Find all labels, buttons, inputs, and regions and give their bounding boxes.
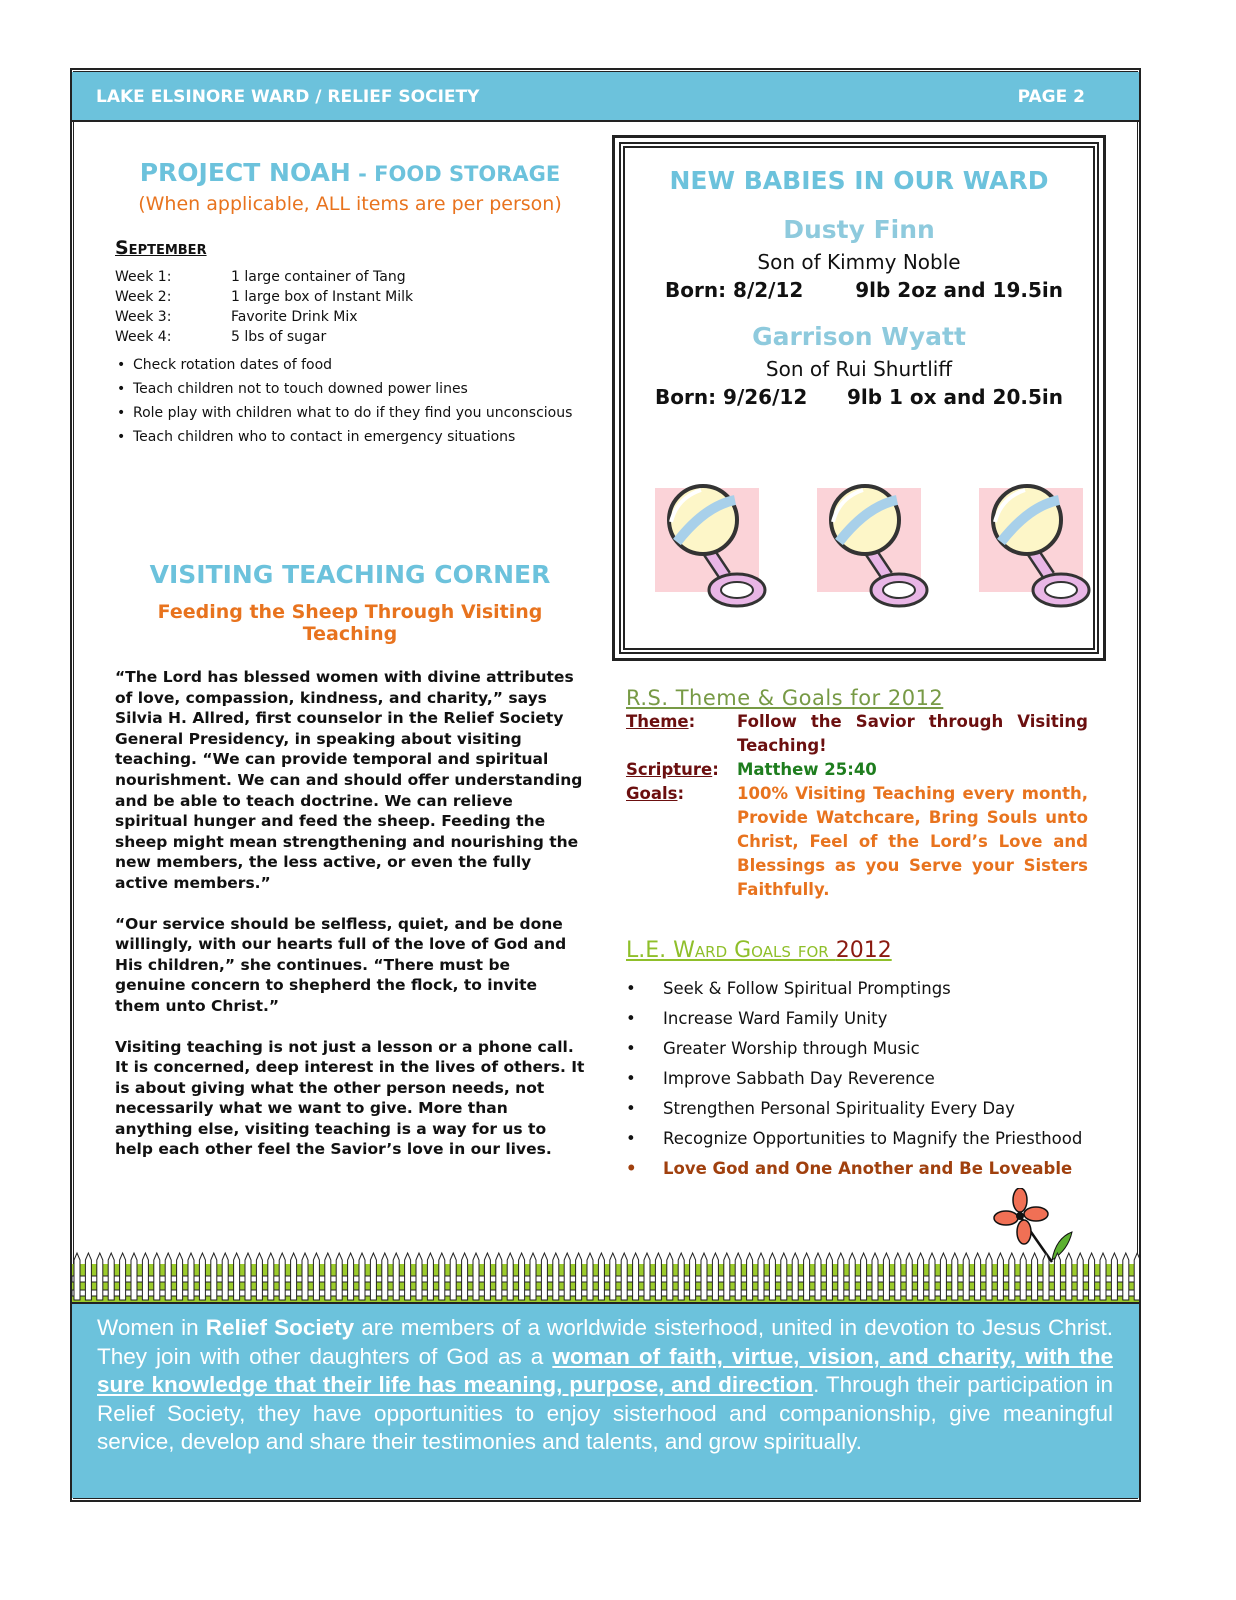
list-item: • Teach children who to contact in emergency situations (115, 429, 585, 445)
birth-date: Born: 9/26/12 (655, 385, 808, 409)
list-item: • Strengthen Personal Spirituality Every Day (626, 1097, 1088, 1120)
baby-rattle-icon (817, 476, 933, 612)
section-subtitle: Feeding the Sheep Through Visiting Teaching (157, 601, 543, 645)
baby-name: Garrison Wyatt (752, 322, 966, 351)
baby-entry (625, 322, 1093, 409)
week-row: Week 1: 1 large container of Tang (115, 269, 406, 285)
ward-goals-section (626, 938, 1088, 1187)
section-title: PROJECT NOAH - FOOD STORAGE (139, 158, 561, 187)
list-item: • Recognize Opportunities to Magnify the Priesthood (626, 1127, 1088, 1150)
new-babies-box (612, 135, 1106, 661)
paragraph: Visiting teaching is not just a lesson or a phone call. It is concerned, deep interest in the lives of others. It is about giving what the other person needs, not necessarily what we want to give. More than anything else, visiting teaching is a way for us to help each other feel the Savior’s love in our lives. (115, 1037, 585, 1159)
list-item: • Love God and One Another and Be Loveable (626, 1157, 1088, 1180)
footer-statement: Women in Relief Society are members of a worldwide sisterhood, united in devotion to Jesus Christ. They join with other daughters of God as a woman of faith, virtue, vision, and charity, with the sure knowledge that their life has meaning, purpose, and direction. Through their participation in Relief Society, they have opportunities to enjoy sisterhood and companionship, give meaningful service, develop and share their testimonies and talents, and grow spiritually. (72, 1302, 1139, 1498)
page-header (72, 72, 1139, 122)
rs-theme-section (626, 686, 1088, 902)
paragraph: “Our service should be selfless, quiet, and be done willingly, with our hearts full of the love of God and His children,” she continues. “There must be genuine concern to shepherd the flock, to invite them unto Christ.” (115, 914, 567, 1015)
rattle-illustrations (655, 476, 1095, 612)
section-title: L.E. Ward Goals for 2012 (626, 938, 892, 963)
header-title: LAKE ELSINORE WARD / RELIEF SOCIETY (96, 87, 480, 107)
week-row: Week 2: 1 large box of Instant Milk (115, 289, 414, 305)
picket-fence (72, 1250, 1139, 1302)
section-title: R.S. Theme & Goals for 2012 (626, 686, 944, 710)
paragraph: “The Lord has blessed women with divine attributes of love, compassion, kindness, and charity,” says Silvia H. Allred, first counselor in the Relief Society General Presidency, in speaking about visiting teaching. “We can provide temporal and spiritual nourishment. We can and should offer understanding and be able to teach doctrine. We can relieve spiritual hunger and feed the sheep. Feeding the sheep might mean strengthening and nourishing the new members, the less active, or even the fully active members.” (115, 668, 583, 892)
list-item: • Teach children not to touch downed power lines (115, 381, 585, 397)
baby-parent: Son of Rui Shurtliff (765, 357, 953, 381)
scripture-row: Scripture: Matthew 25:40 (626, 760, 877, 779)
section-title: NEW BABIES IN OUR WARD (669, 166, 1049, 195)
goals-list (626, 977, 1088, 1180)
visiting-teaching-section (115, 560, 585, 1180)
list-item: • Improve Sabbath Day Reverence (626, 1067, 1088, 1090)
goals-row: Goals: 100% Visiting Teaching every month, Provide Watchcare, Bring Souls unto Christ, Feel of the Lord’s Love and Blessings as you Serve your Sisters Faithfully. (626, 784, 1088, 899)
list-item: • Check rotation dates of food (115, 357, 585, 373)
baby-rattle-icon (979, 476, 1095, 612)
list-item: • Greater Worship through Music (626, 1037, 1088, 1060)
section-title: VISITING TEACHING CORNER (149, 560, 551, 589)
baby-parent: Son of Kimmy Noble (757, 250, 961, 274)
theme-row: Theme: Follow the Savior through Visiting Teaching! (626, 712, 1088, 755)
birth-size: 9lb 2oz and 19.5in (855, 278, 1063, 302)
tips-list (115, 357, 585, 445)
week-row: Week 4: 5 lbs of sugar (115, 329, 327, 345)
week-row: Week 3: Favorite Drink Mix (115, 309, 358, 325)
project-noah-section (115, 158, 585, 453)
weekly-items (115, 267, 585, 347)
list-item: • Increase Ward Family Unity (626, 1007, 1088, 1030)
page-number: PAGE 2 (1017, 87, 1085, 107)
list-item: • Role play with children what to do if they find you unconscious (115, 405, 585, 421)
birth-size: 9lb 1 ox and 20.5in (847, 385, 1063, 409)
baby-name: Dusty Finn (783, 215, 935, 244)
birth-date: Born: 8/2/12 (665, 278, 804, 302)
baby-rattle-icon (655, 476, 771, 612)
month-heading: September (115, 237, 207, 259)
baby-entry (625, 215, 1093, 302)
section-subtitle: (When applicable, ALL items are per person) (138, 193, 562, 215)
list-item: • Seek & Follow Spiritual Promptings (626, 977, 1088, 1000)
